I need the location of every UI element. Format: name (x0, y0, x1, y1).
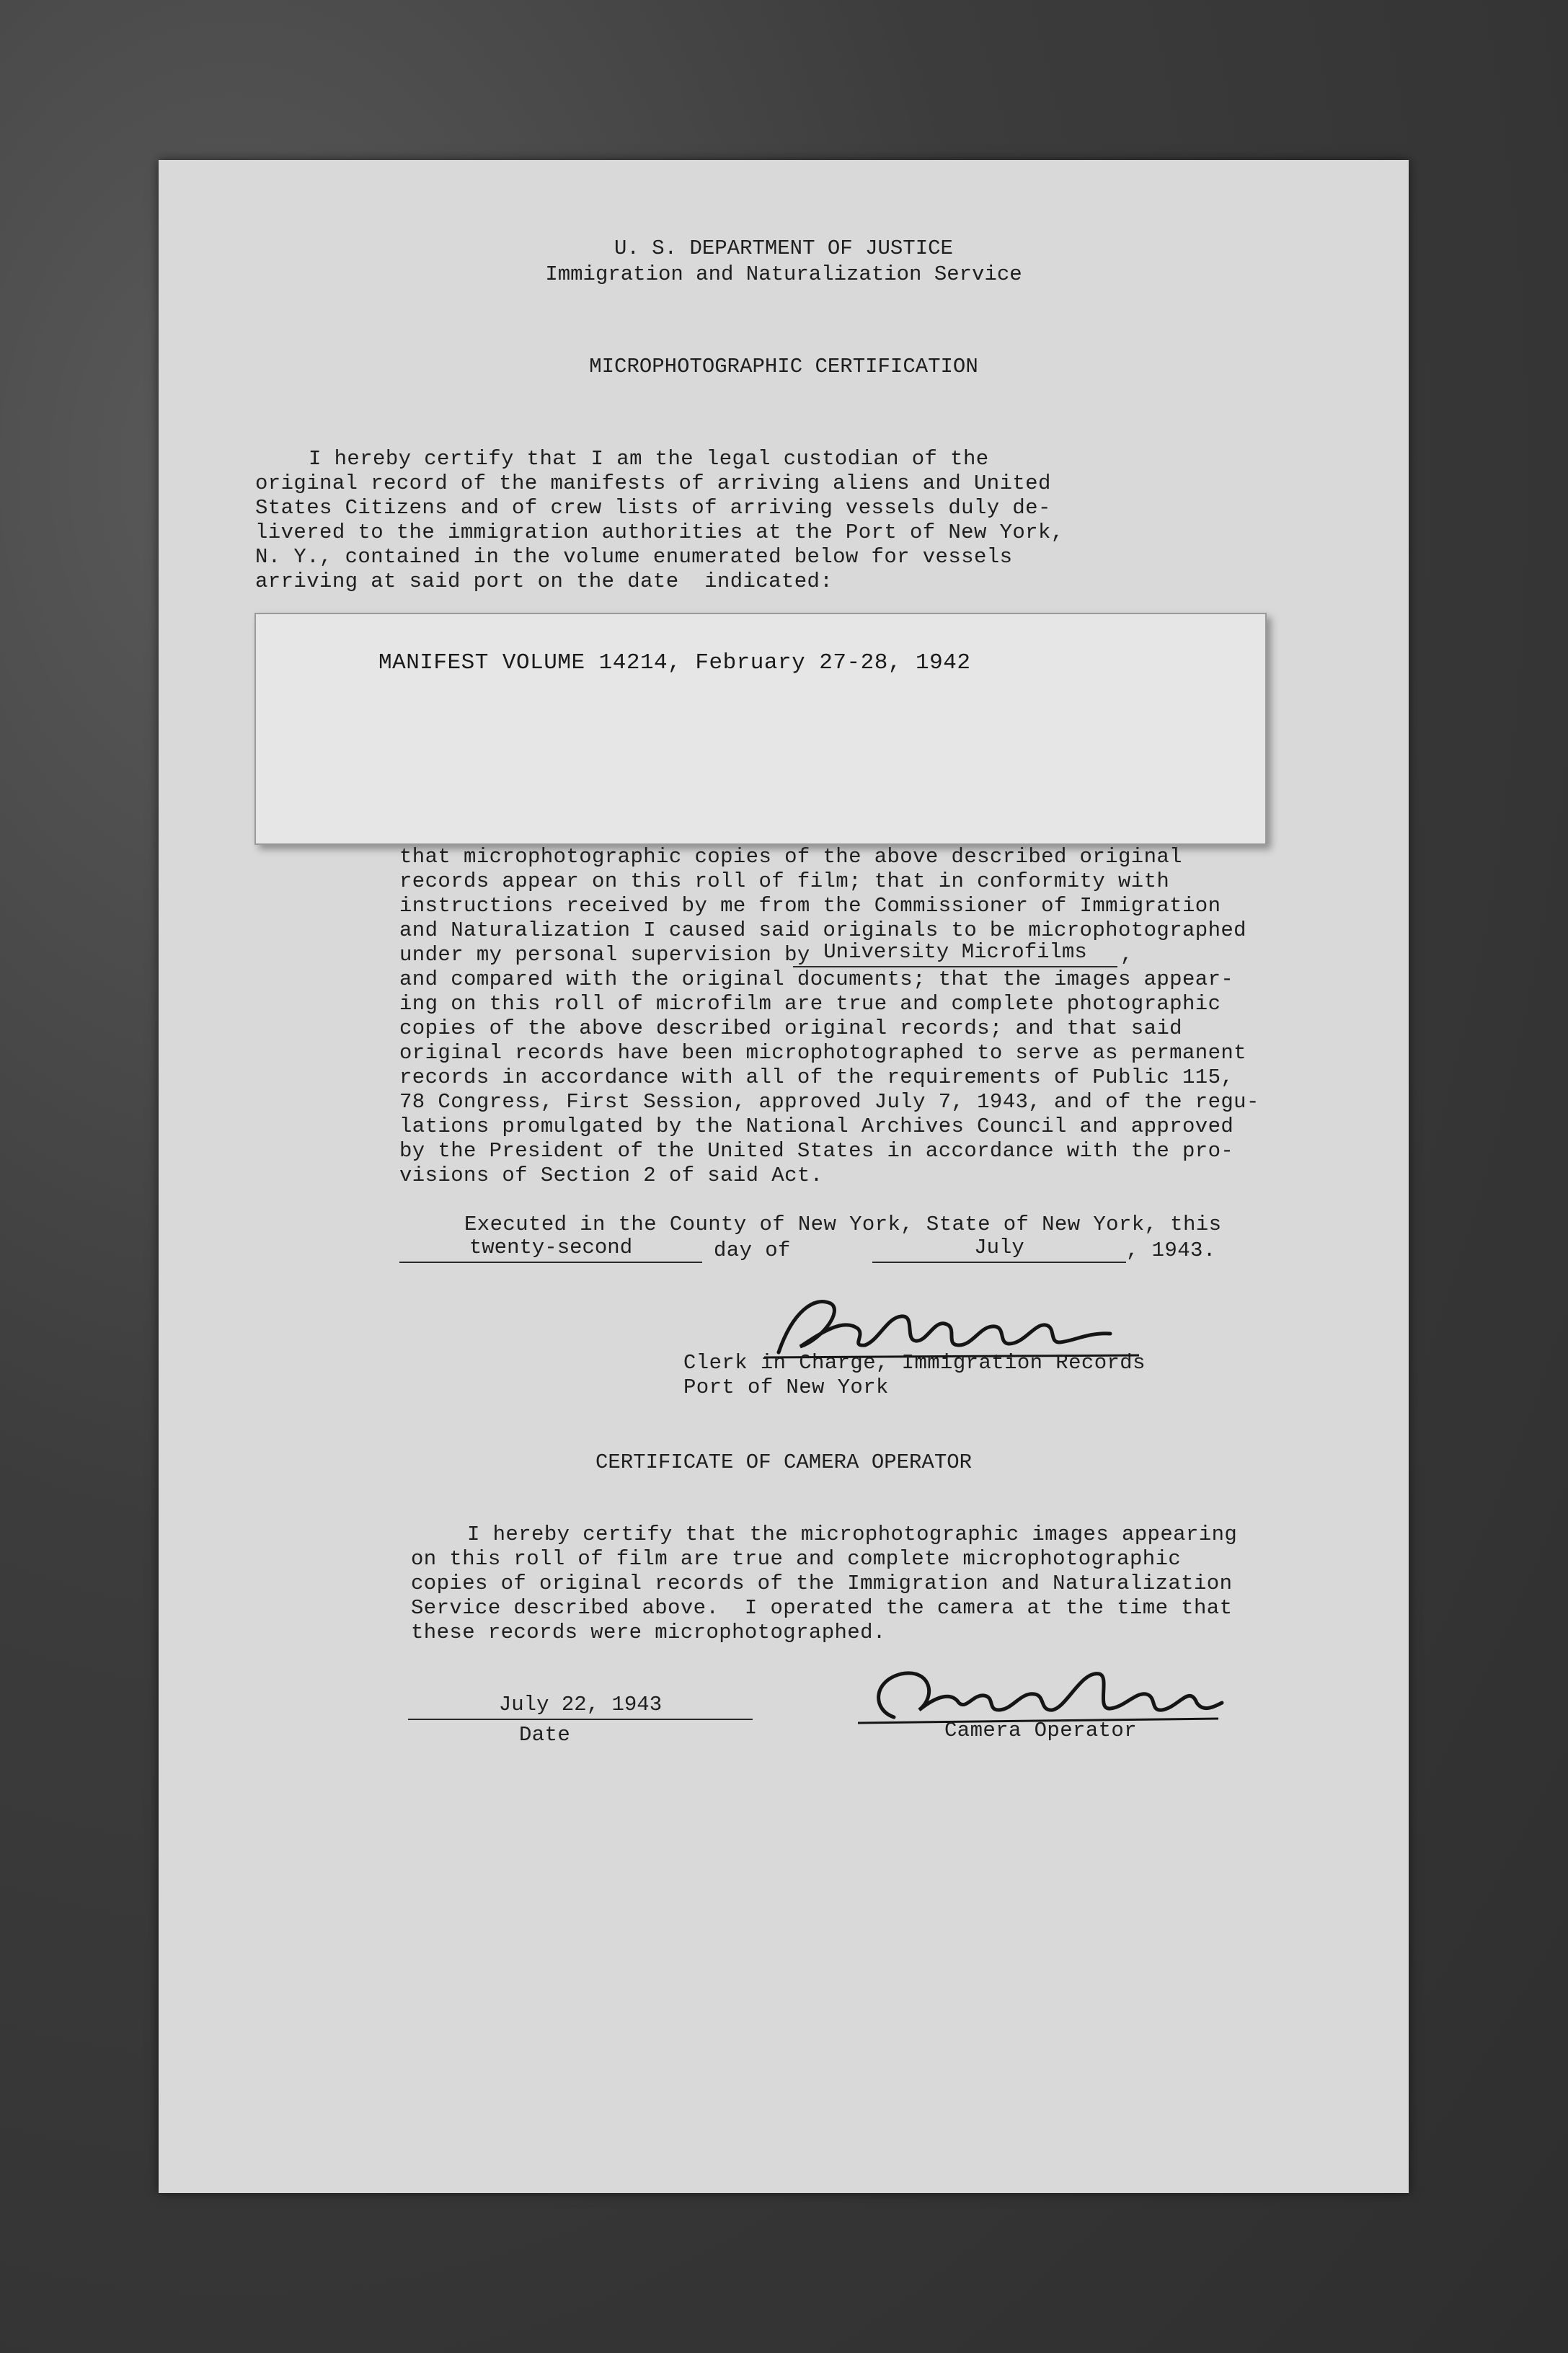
day-of-label: day of (714, 1238, 791, 1262)
body-line: and compared with the original documents; that the images appear- (399, 967, 1234, 991)
certificate-date-field: July 22, 1943 (408, 1693, 753, 1720)
camera-line: Service described above. I operated the camera at the time that (411, 1596, 1233, 1620)
intro-line: N. Y., contained in the volume enumerated below for vessels (255, 545, 1013, 569)
body-line: and Naturalization I caused said originals to be microphotographed (399, 918, 1246, 942)
intro-line: arriving at said port on the date indicated: (255, 570, 833, 593)
intro-line: livered to the immigration authorities at the Port of New York, (255, 520, 1064, 544)
intro-line: I hereby certify that I am the legal custodian of the (309, 447, 989, 471)
camera-certificate-title: CERTIFICATE OF CAMERA OPERATOR (595, 1450, 973, 1474)
body-line: original records have been microphotographed to serve as permanent (399, 1041, 1246, 1065)
clerk-title: Clerk in Charge, Immigration Records (683, 1351, 1146, 1375)
certification-title: MICROPHOTOGRAPHIC CERTIFICATION (589, 355, 978, 378)
body-line: ing on this roll of microfilm are true and complete photographic (399, 992, 1221, 1016)
intro-line: States Citizens and of crew lists of arriving vessels duly de- (255, 496, 1051, 520)
body-line: visions of Section 2 of said Act. (399, 1164, 823, 1187)
execution-month-field: July (872, 1236, 1126, 1263)
body-line: records in accordance with all of the requirements of Public 115, (399, 1065, 1234, 1089)
date-label: Date (519, 1723, 571, 1747)
body-line: instructions received by me from the Commissioner of Immigration (399, 894, 1221, 918)
camera-line: I hereby certify that the microphotographic images appearing (467, 1523, 1238, 1546)
camera-line: on this roll of film are true and complete microphotographic (411, 1547, 1182, 1571)
camera-line: these records were microphotographed. (411, 1621, 886, 1644)
body-line: lations promulgated by the National Archives Council and approved (399, 1115, 1234, 1138)
body-line: that microphotographic copies of the above described original (399, 845, 1182, 869)
intro-line: original record of the manifests of arriving aliens and United (255, 471, 1051, 495)
execution-year: , 1943. (1126, 1238, 1216, 1262)
body-line-comma: , (1120, 943, 1133, 967)
certificate-document (159, 160, 1409, 2193)
body-line: by the President of the United States in accordance with the pro- (399, 1139, 1234, 1163)
manifest-volume-slip (254, 613, 1267, 845)
executed-line: Executed in the County of New York, State of New York, this (464, 1213, 1222, 1236)
camera-line: copies of original records of the Immigration and Naturalization (411, 1572, 1233, 1595)
execution-day-field: twenty-second (399, 1236, 702, 1263)
body-line: records appear on this roll of film; that in conformity with (399, 869, 1170, 893)
camera-operator-label: Camera Operator (944, 1719, 1138, 1742)
service-heading: Immigration and Naturalization Service (545, 262, 1022, 286)
body-line: 78 Congress, First Session, approved July 7, 1943, and of the regu- (399, 1090, 1259, 1114)
department-heading: U. S. DEPARTMENT OF JUSTICE (614, 236, 953, 260)
manifest-volume-label: MANIFEST VOLUME 14214, February 27-28, 1942 (378, 650, 971, 675)
body-line: under my personal supervision by (399, 943, 810, 967)
clerk-office: Port of New York (683, 1375, 889, 1399)
body-line: copies of the above described original records; and that said (399, 1016, 1182, 1040)
supervisor-field: University Microfilms (793, 940, 1117, 967)
